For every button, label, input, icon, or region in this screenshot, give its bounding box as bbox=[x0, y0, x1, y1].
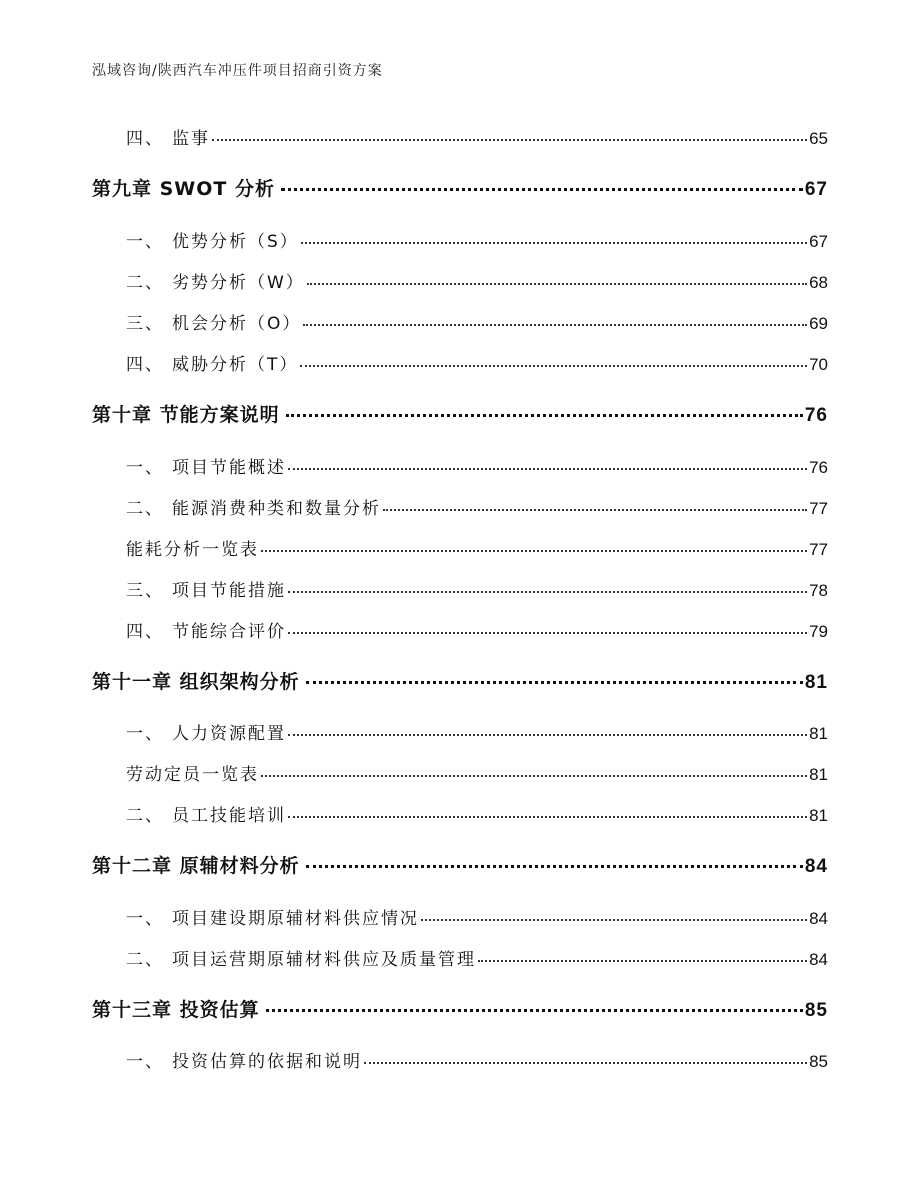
toc-entry-number: 一、 bbox=[126, 1052, 164, 1072]
toc-chapter-page: 81 bbox=[804, 672, 828, 693]
toc-entry-page: 76 bbox=[809, 458, 828, 477]
toc-entry[interactable] bbox=[126, 1047, 828, 1072]
toc-chapter-page: 76 bbox=[804, 405, 828, 426]
toc-entry-number: 一、 bbox=[126, 909, 164, 929]
toc-chapter-title: 第九章 SWOT 分析 bbox=[92, 178, 275, 200]
leader-dots bbox=[306, 681, 803, 684]
toc-entry-number: 二、 bbox=[126, 806, 164, 826]
toc-entry[interactable] bbox=[126, 617, 828, 642]
toc-entry-page: 69 bbox=[809, 314, 828, 333]
toc-subentry-title: 能耗分析一览表 bbox=[126, 540, 259, 560]
toc-entry-title: 人力资源配置 bbox=[172, 724, 286, 744]
leader-dots bbox=[288, 734, 807, 736]
toc-chapter[interactable] bbox=[92, 400, 828, 427]
toc-entry[interactable] bbox=[126, 576, 828, 601]
leader-dots bbox=[306, 865, 803, 868]
leader-dots bbox=[303, 324, 807, 326]
toc-entry-number: 四、 bbox=[126, 129, 164, 149]
toc-entry[interactable] bbox=[126, 719, 828, 744]
toc-chapter-page: 84 bbox=[804, 856, 828, 877]
toc-subentry[interactable] bbox=[126, 760, 828, 785]
toc-entry-number: 三、 bbox=[126, 581, 164, 601]
toc-entry-page: 68 bbox=[809, 273, 828, 292]
toc-entry-number: 三、 bbox=[126, 314, 164, 334]
leader-dots bbox=[421, 919, 807, 921]
leader-dots bbox=[212, 139, 807, 141]
toc-entry-title: 劣势分析（W） bbox=[172, 273, 305, 293]
leader-dots bbox=[286, 414, 803, 417]
toc-entry-title: 能源消费种类和数量分析 bbox=[172, 499, 381, 519]
toc-chapter-title: 第十二章 原辅材料分析 bbox=[92, 855, 300, 877]
leader-dots bbox=[261, 550, 807, 552]
toc-chapter-page: 67 bbox=[804, 179, 828, 200]
leader-dots bbox=[288, 591, 807, 593]
toc-chapter-title: 第十一章 组织架构分析 bbox=[92, 671, 300, 693]
toc-entry[interactable] bbox=[126, 309, 828, 334]
toc-entry[interactable] bbox=[126, 494, 828, 519]
toc-entry-number: 二、 bbox=[126, 950, 164, 970]
leader-dots bbox=[301, 242, 807, 244]
page-header: 泓域咨询/陕西汽车冲压件项目招商引资方案 bbox=[92, 63, 383, 79]
leader-dots bbox=[288, 468, 807, 470]
leader-dots bbox=[383, 509, 807, 511]
toc-entry-page: 65 bbox=[809, 129, 828, 148]
toc-entry-title: 节能综合评价 bbox=[172, 622, 286, 642]
toc-entry-page: 77 bbox=[809, 499, 828, 518]
toc-entry-number: 一、 bbox=[126, 458, 164, 478]
toc-entry-page: 70 bbox=[809, 355, 828, 374]
leader-dots bbox=[288, 632, 807, 634]
toc-entry[interactable] bbox=[126, 124, 828, 149]
toc-chapter[interactable] bbox=[92, 995, 828, 1022]
toc-chapter[interactable] bbox=[92, 851, 828, 878]
toc-entry[interactable] bbox=[126, 904, 828, 929]
toc-chapter-page: 85 bbox=[804, 1000, 828, 1021]
toc-subentry-title: 劳动定员一览表 bbox=[126, 765, 259, 785]
toc-entry-number: 一、 bbox=[126, 724, 164, 744]
toc-entry-number: 一、 bbox=[126, 232, 164, 252]
leader-dots bbox=[288, 816, 807, 818]
toc-entry-page: 81 bbox=[809, 806, 828, 825]
toc-entry-number: 二、 bbox=[126, 273, 164, 293]
toc-entry-page: 81 bbox=[809, 724, 828, 743]
leader-dots bbox=[364, 1062, 807, 1064]
toc-subentry-page: 77 bbox=[809, 540, 828, 559]
leader-dots bbox=[300, 365, 807, 367]
toc-entry-title: 威胁分析（T） bbox=[172, 355, 299, 375]
toc-entry-title: 投资估算的依据和说明 bbox=[172, 1052, 362, 1072]
toc-entry-title: 员工技能培训 bbox=[172, 806, 286, 826]
toc-entry[interactable] bbox=[126, 227, 828, 252]
toc-entry-page: 78 bbox=[809, 581, 828, 600]
leader-dots bbox=[307, 283, 807, 285]
toc-entry-page: 79 bbox=[809, 622, 828, 641]
toc-chapter-title: 第十三章 投资估算 bbox=[92, 999, 260, 1021]
toc-entry-page: 67 bbox=[809, 232, 828, 251]
toc-entry-title: 项目运营期原辅材料供应及质量管理 bbox=[172, 950, 476, 970]
toc-entry[interactable] bbox=[126, 268, 828, 293]
toc-entry-title: 项目节能概述 bbox=[172, 458, 286, 478]
toc-entry-title: 项目节能措施 bbox=[172, 581, 286, 601]
toc-entry-page: 84 bbox=[809, 950, 828, 969]
toc-entry-title: 机会分析（O） bbox=[172, 314, 302, 334]
toc-entry-number: 二、 bbox=[126, 499, 164, 519]
toc-entry[interactable] bbox=[126, 801, 828, 826]
toc-chapter-title: 第十章 节能方案说明 bbox=[92, 404, 280, 426]
toc-entry-title: 项目建设期原辅材料供应情况 bbox=[172, 909, 419, 929]
toc-chapter[interactable] bbox=[92, 667, 828, 694]
leader-dots bbox=[266, 1009, 803, 1012]
toc-entry-title: 优势分析（S） bbox=[172, 232, 299, 252]
toc-entry[interactable] bbox=[126, 350, 828, 375]
leader-dots bbox=[281, 188, 803, 191]
toc-entry-title: 监事 bbox=[172, 129, 210, 149]
toc-entry[interactable] bbox=[126, 453, 828, 478]
toc-subentry-page: 81 bbox=[809, 765, 828, 784]
toc-entry[interactable] bbox=[126, 945, 828, 970]
leader-dots bbox=[478, 960, 807, 962]
toc-entry-number: 四、 bbox=[126, 355, 164, 375]
toc-subentry[interactable] bbox=[126, 535, 828, 560]
toc-entry-page: 84 bbox=[809, 909, 828, 928]
leader-dots bbox=[261, 775, 807, 777]
toc-entry-number: 四、 bbox=[126, 622, 164, 642]
toc-entry-page: 85 bbox=[809, 1052, 828, 1071]
toc-chapter[interactable] bbox=[92, 174, 828, 201]
